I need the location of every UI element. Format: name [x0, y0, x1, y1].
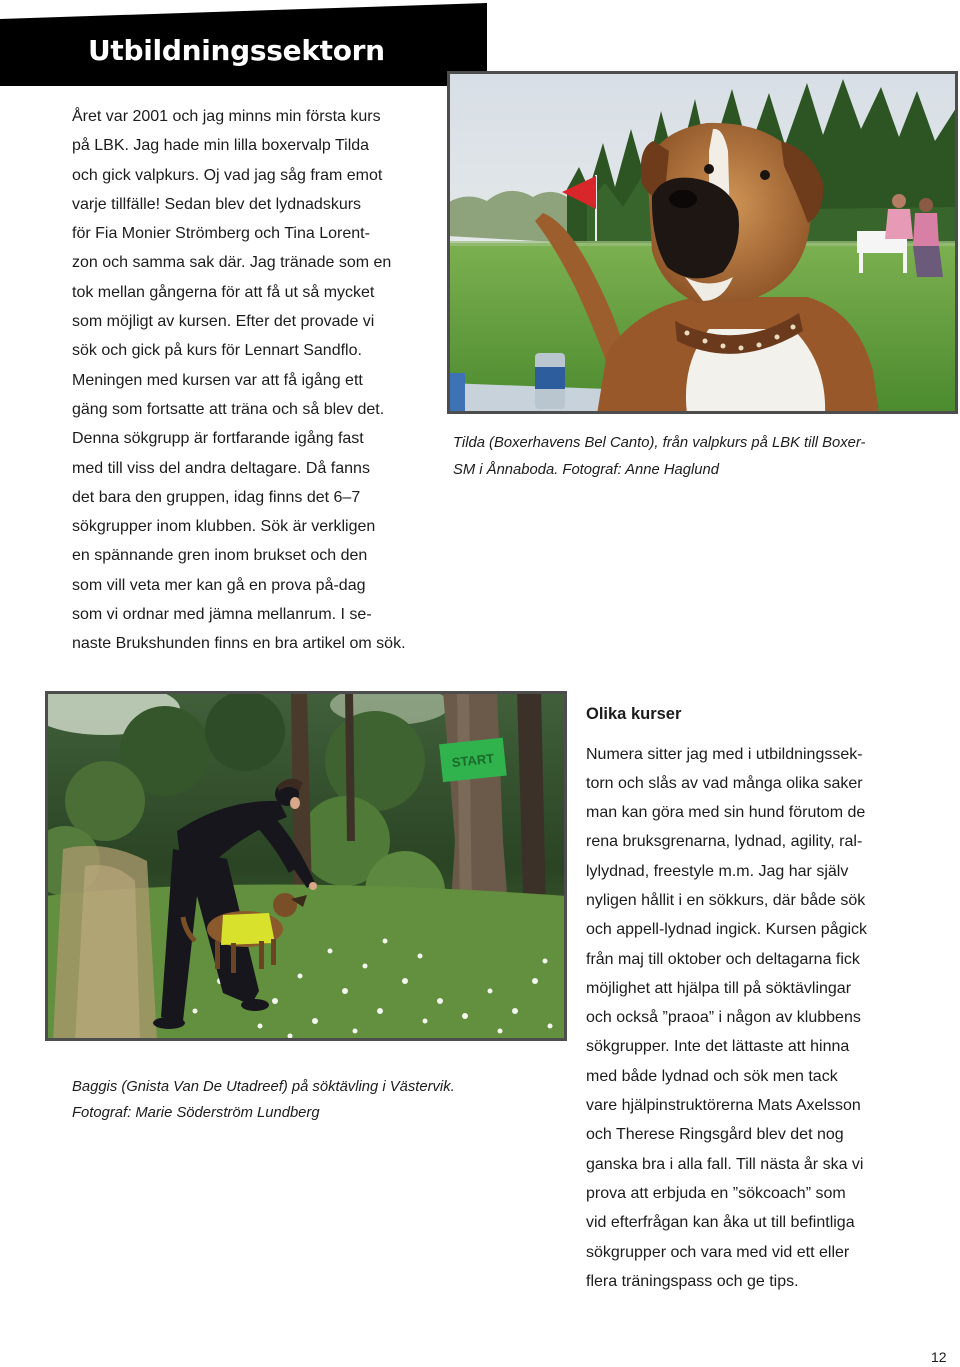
- section-line: från maj till oktober och deltagarna fick: [586, 950, 860, 968]
- caption-line: Fotograf: Marie Söderström Lundberg: [72, 1105, 320, 1121]
- section-line: och också ”praoa” i någon av klubbens: [586, 1009, 861, 1027]
- intro-line: som möjligt av kursen. Efter det provade vi: [72, 313, 375, 331]
- section-line: lylydnad, freestyle m.m. Jag har själv: [586, 862, 849, 880]
- intro-line: med till viss del andra deltagare. Då fanns: [72, 459, 370, 477]
- section-line: vid efterfrågan kan åka ut till befintliga: [586, 1214, 855, 1232]
- search-trial-photo: [45, 691, 567, 1041]
- section-line: och Therese Ringsgård blev det nog: [586, 1126, 844, 1144]
- section-line: sökgrupper och vara med vid ett eller: [586, 1243, 850, 1261]
- caption-line: SM i Ånnaboda. Fotograf: Anne Haglund: [453, 462, 719, 478]
- intro-line: naste Brukshunden finns en bra artikel om sök.: [72, 635, 406, 653]
- section-line: med både lydnad och sök men tack: [586, 1067, 838, 1085]
- section-line: rena bruksgrenarna, lydnad, agility, ral-: [586, 833, 863, 851]
- start-sign-text: START: [451, 750, 495, 771]
- intro-line: Denna sökgrupp är fortfarande igång fast: [72, 430, 364, 448]
- section-line: vare hjälpinstruktörerna Mats Axelsson: [586, 1097, 861, 1115]
- section-line: ganska bra i alla fall. Till nästa år ska vi: [586, 1155, 864, 1173]
- intro-line: sök och gick på kurs för Lennart Sandflo.: [72, 342, 362, 360]
- section-line: flera träningspass och ge tips.: [586, 1272, 799, 1290]
- section-line: möjlighet att hjälpa till på söktävlingar: [586, 979, 852, 997]
- section-line: Numera sitter jag med i utbildningssek-: [586, 745, 863, 763]
- section-heading: Olika kurser: [586, 705, 682, 723]
- boxer-photo-caption: [453, 430, 865, 484]
- section-line: torn och slås av vad många olika saker: [586, 774, 863, 792]
- intro-line: zon och samma sak där. Jag tränade som en: [72, 254, 392, 272]
- section-line: prova att erbjuda en ”sökcoach” som: [586, 1184, 846, 1202]
- caption-line: Tilda (Boxerhavens Bel Canto), från valpkurs på LBK till Boxer-: [453, 435, 866, 451]
- intro-line: sökgrupper inom klubben. Sök är verkligen: [72, 518, 376, 536]
- intro-line: Året var 2001 och jag minns min första kurs: [72, 108, 381, 125]
- intro-line: som vill veta mer kan gå en prova på-dag: [72, 576, 366, 594]
- boxer-photo: [447, 71, 958, 414]
- intro-line: tok mellan gångerna för att få ut så mycket: [72, 283, 375, 301]
- section-line: nyligen hållit i en sökkurs, där både sök: [586, 891, 866, 909]
- caption-line: Baggis (Gnista Van De Utadreef) på söktävling i Västervik.: [72, 1079, 455, 1095]
- intro-line: det bara den gruppen, idag finns det 6–7: [72, 488, 361, 506]
- intro-line: och gick valpkurs. Oj vad jag såg fram emot: [72, 166, 383, 184]
- intro-line: en spännande gren inom brukset och den: [72, 547, 368, 565]
- page-number: 12: [931, 1349, 947, 1365]
- intro-line: som vi ordnar med jämna mellanrum. I se-: [72, 606, 372, 624]
- intro-line: Meningen med kursen var att få igång ett: [72, 371, 363, 389]
- intro-line: varje tillfälle! Sedan blev det lydnadskurs: [72, 195, 362, 213]
- start-sign: [439, 738, 507, 782]
- intro-text: [72, 102, 406, 659]
- page-title: Utbildningssektorn: [88, 34, 385, 67]
- intro-line: för Fia Monier Strömberg och Tina Lorent-: [72, 225, 370, 243]
- section-line: man kan göra med sin hund förutom de: [586, 804, 866, 822]
- section-line: sökgrupper. Inte det lättaste att hinna: [586, 1038, 850, 1056]
- intro-line: gäng som fortsatte att träna och så blev det.: [72, 400, 385, 418]
- section-line: och appell-lydnad ingick. Kursen pågick: [586, 921, 868, 939]
- section-text: [586, 740, 867, 1297]
- search-trial-photo-caption: [72, 1074, 455, 1126]
- intro-line: på LBK. Jag hade min lilla boxervalp Tilda: [72, 137, 370, 155]
